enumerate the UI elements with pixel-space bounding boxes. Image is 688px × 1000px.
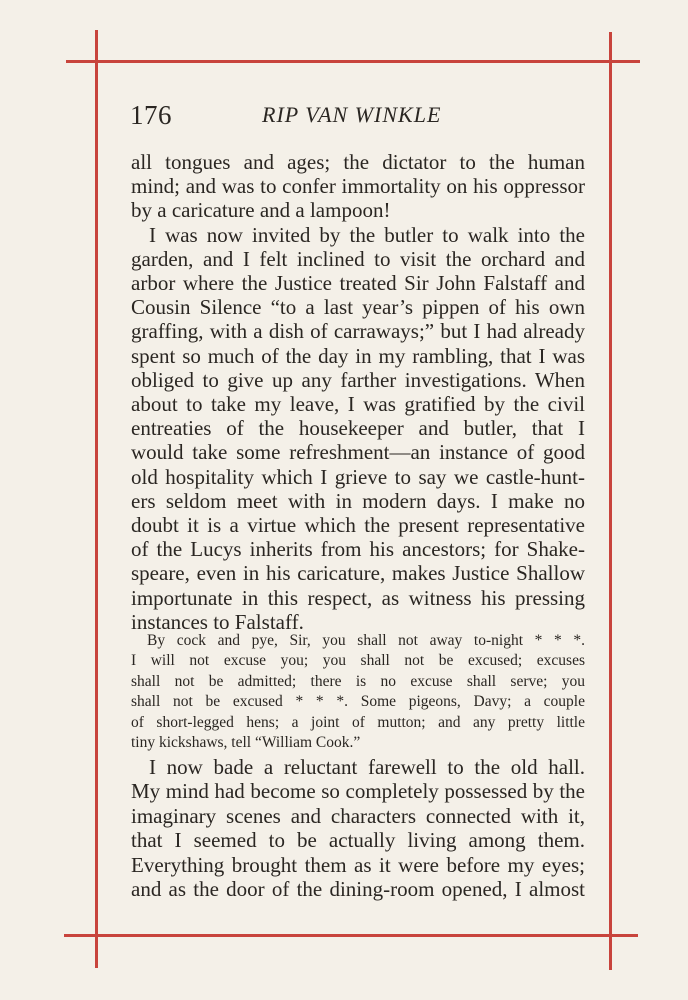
text-line: mind; and was to confer immortality on his oppressor — [131, 174, 585, 199]
text-line: My mind had become so completely possessed by the — [131, 779, 585, 804]
text-line: imaginary scenes and characters connected with it, — [131, 803, 585, 828]
quote-line: tiny kickshaws, tell “William Cook.” — [131, 734, 361, 752]
text-line: importunate in this respect, as witness his pressing — [131, 585, 585, 610]
text-line: spent so much of the day in my rambling, that I was — [131, 343, 585, 368]
text-line: old hospitality which I grieve to say we castle-hunt- — [131, 464, 585, 489]
text-line: instances to Falstaff. — [131, 609, 304, 634]
text-line: Everything brought them as it were before my eyes; — [131, 852, 585, 877]
quote-line: shall not be admitted; there is no excuse shall serve; you — [131, 672, 585, 690]
quote-line: I will not excuse you; you shall not be excused; excuses — [131, 652, 585, 670]
text-line: ers seldom meet with in modern days. I make no — [131, 488, 585, 513]
body-text-continued — [131, 755, 585, 901]
border-rule-bottom — [64, 934, 638, 937]
text-line: that I seemed to be actually living among them. — [131, 828, 585, 853]
text-line: all tongues and ages; the dictator to the human — [131, 150, 585, 174]
text-line: garden, and I felt inclined to visit the orchard and — [131, 246, 585, 271]
border-rule-right — [609, 32, 612, 970]
quote-line: By cock and pye, Sir, you shall not away to-night * * *. — [147, 632, 585, 649]
text-line: would take some refreshment—an instance of good — [131, 440, 585, 465]
text-line: Cousin Silence “to a last year’s pippen of his own — [131, 295, 585, 320]
page-header — [130, 100, 585, 134]
border-rule-left — [95, 30, 98, 968]
text-line: doubt it is a virtue which the present representative — [131, 513, 585, 538]
text-line: about to take my leave, I was gratified by the civil — [131, 392, 585, 417]
text-line: graffing, with a dish of carraways;” but I had already — [131, 319, 585, 344]
text-line: arbor where the Justice treated Sir John Falstaff and — [131, 271, 585, 296]
text-line: I was now invited by the butler to walk into the — [149, 222, 585, 247]
text-line: of the Lucys inherits from his ancestors; for Shake- — [131, 537, 585, 562]
text-line: and as the door of the dining-room opened, I almost — [131, 877, 585, 902]
text-line: by a caricature and a lampoon! — [131, 198, 391, 223]
quote-line: shall not be excused * * *. Some pigeons, Davy; a couple — [131, 693, 585, 711]
page-number: 176 — [130, 100, 172, 130]
text-line: obliged to give up any farther investigations. When — [131, 367, 585, 392]
quote-line: of short-legged hens; a joint of mutton; and any pretty little — [131, 713, 585, 731]
body-text — [131, 150, 585, 634]
text-line: I now bade a reluctant farewell to the old hall. — [149, 755, 585, 779]
block-quote — [131, 631, 585, 753]
text-line: speare, even in his caricature, makes Justice Shallow — [131, 561, 585, 586]
text-line: entreaties of the housekeeper and butler, that I — [131, 416, 585, 441]
border-rule-top — [66, 60, 640, 63]
running-title: RIP VAN WINKLE — [262, 102, 442, 127]
